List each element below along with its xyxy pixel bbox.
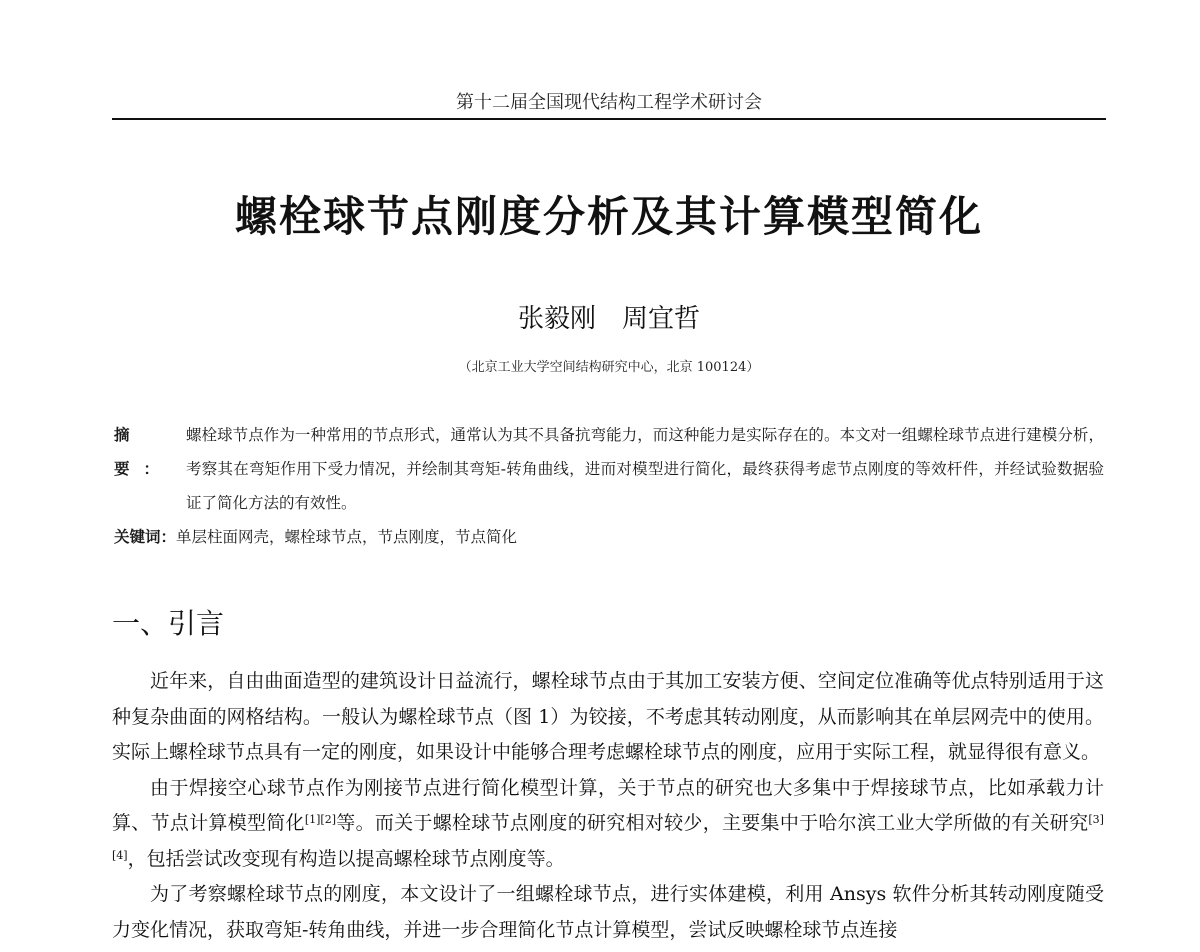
paragraph-2-part-a: 由于焊接空心球节点作为刚接节点进行简化模型计算，关于节点的研究也大多集中于焊接球节点，比如承载力计算、节点计算模型简化: [112, 776, 1104, 834]
authors: 张毅刚 周宜哲: [517, 304, 700, 334]
paragraph-3: 为了考察螺栓球节点的刚度，本文设计了一组螺栓球节点，进行实体建模，利用 Ansys 软件分析其转动刚度随受力变化情况，获取弯矩-转角曲线，并进一步合理简化节点计算模型，尝试反映螺栓球节点连接: [112, 883, 1104, 941]
keywords: [114, 520, 1106, 554]
paper-title: 螺栓球节点刚度分析及其计算模型简化: [234, 192, 983, 241]
paragraph-2: [112, 771, 1104, 878]
paragraph-1: 近年来，自由曲面造型的建筑设计日益流行，螺栓球节点由于其加工安装方便、空间定位准确等优点特别适用于这种复杂曲面的网格结构。一般认为螺栓球节点（图 1）为铰接，不考虑其转动刚度，从而影响其在单层网壳中的使用。实际上螺栓球节点具有一定的刚度，如果设计中能够合理考虑螺栓球节点的刚度，应用于实际工程，就显得很有意义。: [112, 670, 1104, 763]
running-header: 第十二届全国现代结构工程学术研讨会: [456, 92, 762, 113]
citation-1-2: [1][2]: [304, 813, 337, 826]
body-text: [112, 664, 1104, 948]
paragraph-2-part-b: 等。而关于螺栓球节点刚度的研究相对较少，主要集中于哈尔滨工业大学所做的有关研究: [336, 812, 1089, 834]
section-heading-introduction: 一、引言: [112, 607, 225, 640]
keywords-text: 单层柱面网壳，螺栓球节点，节点刚度，节点简化: [176, 528, 518, 546]
citation-3-4: [3][4]: [112, 813, 1104, 862]
header-rule: [112, 118, 1106, 120]
abstract-label: 摘要：: [114, 426, 174, 478]
affiliation: （北京工业大学空间结构研究中心，北京 100124）: [458, 360, 760, 375]
abstract-text: 螺栓球节点作为一种常用的节点形式，通常认为其不具备抗弯能力，而这种能力是实际存在的。本文对一组螺栓球节点进行建模分析，考察其在弯矩作用下受力情况，并绘制其弯矩-转角曲线，进而对模型进行简化，最终获得考虑节点刚度的等效杆件，并经试验数据验证了简化方法的有效性。: [186, 426, 1104, 512]
paragraph-2-part-c: ，包括尝试改变现有构造以提高螺栓球节点刚度等。: [127, 847, 565, 870]
keywords-label: 关键词：: [114, 528, 177, 546]
